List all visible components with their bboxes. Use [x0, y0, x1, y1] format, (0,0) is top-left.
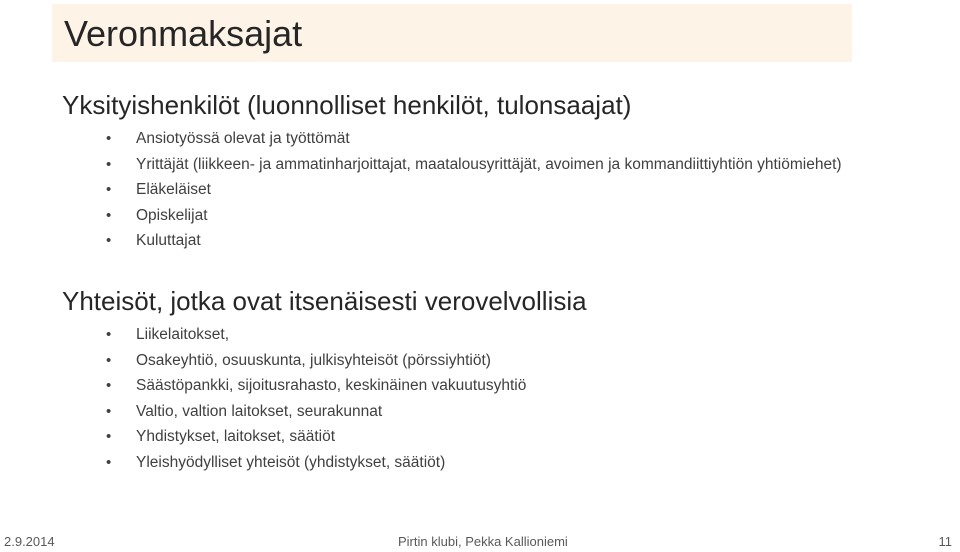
- section-heading: Yhteisöt, jotka ovat itsenäisesti verovelvollisia: [62, 286, 587, 316]
- section-individuals: [62, 88, 942, 254]
- list-item-text: Eläkeläiset: [136, 181, 211, 198]
- footer-date: 2.9.2014: [4, 534, 55, 549]
- list-item: [62, 424, 942, 450]
- list-item-text: Osakeyhtiö, osuuskunta, julkisyhteisöt (pörssiyhtiöt): [136, 351, 491, 369]
- section-entities: [62, 284, 942, 475]
- list-item: [62, 228, 942, 254]
- section-heading: Yksityishenkilöt (luonnolliset henkilöt, tulonsaajat): [62, 90, 632, 120]
- list-item: [62, 373, 942, 399]
- list-item: [62, 322, 942, 348]
- slide-title: Veronmaksajat: [64, 13, 303, 54]
- list-item: [62, 177, 942, 203]
- bullet-list: [62, 126, 942, 254]
- list-item-text: Yrittäjät (liikkeen- ja ammatinharjoittajat, maatalousyrittäjät, avoimen ja kommandiittiyhtiön yhtiömiehet): [136, 155, 842, 173]
- list-item: [62, 348, 942, 374]
- bullet-list: [62, 322, 942, 475]
- list-item-text: Yleishyödylliset yhteisöt (yhdistykset, säätiöt): [136, 453, 446, 471]
- list-item: [62, 399, 942, 425]
- list-item-text: Valtio, valtion laitokset, seurakunnat: [136, 402, 383, 420]
- list-item-text: Säästöpankki, sijoitusrahasto, keskinäinen vakuutusyhtiö: [136, 377, 527, 394]
- footer-presenter: Pirtin klubi, Pekka Kallioniemi: [398, 534, 568, 549]
- list-item-text: Yhdistykset, laitokset, säätiöt: [136, 428, 336, 445]
- list-item: [62, 203, 942, 229]
- list-item-text: Opiskelijat: [136, 206, 208, 224]
- list-item-text: Liikelaitokset,: [136, 326, 230, 343]
- page-number: 11: [938, 534, 952, 549]
- list-item: [62, 126, 942, 152]
- list-item-text: Ansiotyössä olevat ja työttömät: [136, 130, 350, 147]
- list-item: [62, 152, 942, 178]
- list-item-text: Kuluttajat: [136, 232, 201, 249]
- list-item: [62, 450, 942, 476]
